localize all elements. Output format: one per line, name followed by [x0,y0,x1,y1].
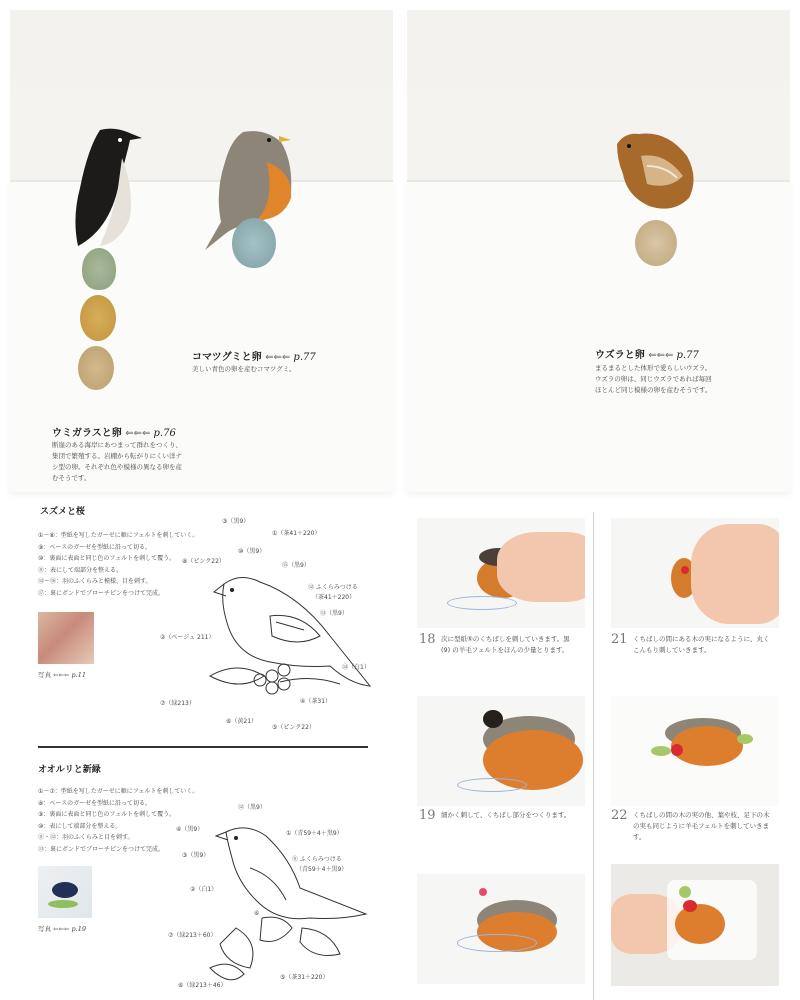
s1-label: ⑭（白1） [342,664,370,671]
s1-label: （茶41＋220） [312,594,356,601]
section1-steps: ①〜⑧：型紙を写したガーゼに順にフェルトを刺していく。 ⑨：ベースのガーゼを型紙に沿って切る。 ⑩：裏面に表面と同じ色のフェルトを刺して覆う。 ⑪：表にして端部分を整える。 ⑫〜⑯：羽のふくらみと模様、目を刺す。 ⑰：裏にボンドでブローチピンをつけて完成。 [38,532,199,597]
steps-page [405,500,790,1000]
section1-title: スズメと桜 [40,507,86,517]
s1-label: ①（茶41＋220） [272,530,321,537]
step20-photo [417,874,585,984]
step21-photo [611,518,779,628]
s2-label: ⑤（茶31＋220） [280,974,329,981]
sparrow-photo [38,612,94,664]
s1-label: ⑦（緑213） [160,700,195,707]
s1-label: ⑩（黒9） [238,548,266,555]
s1-label: ⑮（黒9） [282,562,310,569]
robin-title: コマツグミと卵 ⇐⇐⇐ p.77 [192,352,316,363]
step-text: 細かく刺して、くちばし部分をつくります。 [441,811,571,819]
step18-photo [417,518,585,628]
quail-desc: まるまるとした体形で愛らしいウズラ。 ウズラの卵は、同じウズラであれば毎回 ほとんど同じ模様の卵を産むそうです。 [595,364,712,394]
section1-photo-caption: 写真 ⇐⇐⇐ p.11 [38,671,86,679]
flycatcher-pattern-diagram [190,818,380,988]
blue-flycatcher-photo [38,866,92,918]
section-divider [38,746,368,748]
s2-label: ①（青59＋4＋黒9） [286,830,343,837]
shelf-ledge [407,180,790,492]
s2-label: ⑥（緑213＋46） [178,982,227,989]
murre-title: ウミガラスと卵 ⇐⇐⇐ p.76 [52,428,176,439]
top-left-photo [10,10,393,492]
step-number: 21 [611,632,628,647]
step-number: 19 [419,808,436,823]
quail-title: ウズラと卵 ⇐⇐⇐ p.77 [595,350,699,361]
s2-label: ②（白1） [190,886,218,893]
step-text: くちばしの間の木の実の他、葉や枝、足下の木 の実も同じように羊毛フェルトを刺していきま す。 [633,811,770,841]
s1-label: ⑧（ピンク22） [182,558,225,565]
egg-yellow [80,295,116,341]
s1-label: ④（茶31） [300,698,332,705]
column-divider [593,512,594,1000]
top-right-photo [407,10,790,492]
s2-label: ③（黒9） [182,852,210,859]
egg-speckled [635,220,677,266]
section2-title: オオルリと新緑 [38,765,101,775]
egg-tan [78,346,114,390]
s2-label: ⑦（緑213＋60） [168,932,217,939]
s1-label: ⑤（ピンク22） [272,724,315,731]
murre-felt-bird [60,118,160,258]
section2-photo-caption: 写真 ⇐⇐⇐ p.19 [38,925,86,933]
robin-desc: 美しい青色の卵を産むコマツグミ。 [192,365,296,373]
step19-photo [417,696,585,806]
s2-label: ④（黒9） [176,826,204,833]
s2-label: ⑥ [254,910,260,917]
step22-photo [611,696,779,806]
s2-label: ⑪ ふくらみつける [292,856,342,863]
step-text: くちばしの間にある木の実になるように、丸く こんもり刺していきます。 [633,635,770,654]
s2-label: ⑫（黒9） [238,804,266,811]
s1-label: ⑬（黒9） [320,610,348,617]
s1-label: ⑥（黄21） [226,718,258,725]
quail-felt-bird [607,126,702,216]
section2-steps: ①〜⑦：型紙を写したガーゼに順にフェルトを刺していく。 ⑧：ベースのガーゼを型紙に沿って切る。 ⑨：裏面に表面と同じ色のフェルトを刺して覆う。 ⑩：表にして端部分を整える。 ⑪・⑫：羽のふくらみと目を刺す。 ⑬：裏にボンドでブローチピンをつけて完成。 [38,788,199,853]
step23-photo [611,864,779,986]
s1-label: ⑫ ふくらみつける [308,584,358,591]
s1-label: ②（ベージュ 211） [160,634,215,641]
pattern-page [10,500,393,1000]
step-number: 22 [611,808,628,823]
egg-blue [232,218,276,268]
murre-desc: 断崖のある海岸にあつまって群れをつくり、 集団で繁殖する。岩棚から転がりにくい洋ナ シ型の卵。それぞれ色や模様の異なる卵を産 むそうです。 [52,441,182,482]
step-text: 次に型紙⑤のくちばしを刺していきます。黒 (9) の羊毛フェルトをほんの少量とります。 [441,635,570,654]
s1-label: ③（黒9） [222,518,250,525]
step-number: 18 [419,632,436,647]
s2-label: （青59＋4＋黒9） [296,866,348,873]
egg-green [82,248,116,290]
